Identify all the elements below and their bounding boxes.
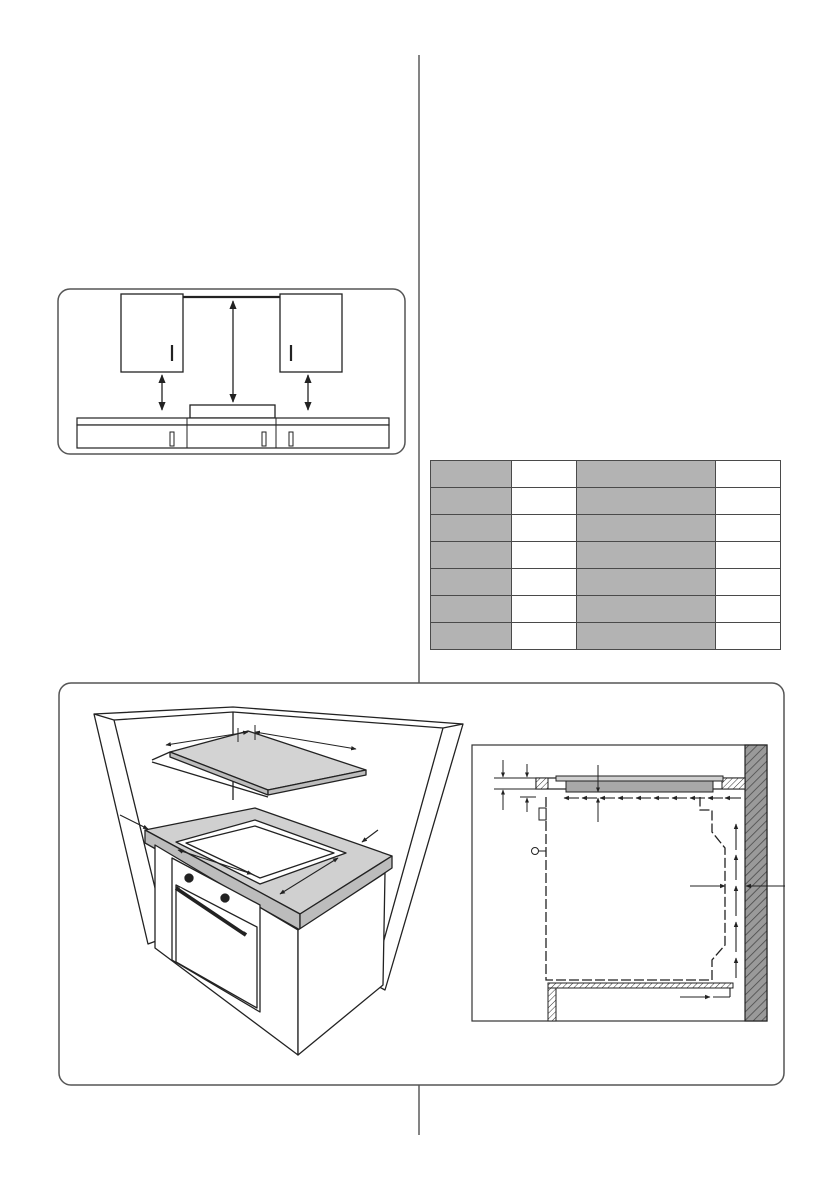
hob-body <box>566 781 713 792</box>
right-wall-cabinet <box>280 294 342 372</box>
hob <box>190 405 275 418</box>
left-wall-cabinet <box>121 294 183 372</box>
table-row <box>431 461 781 488</box>
table-cell <box>716 623 781 650</box>
table-cell <box>716 488 781 515</box>
table-cell <box>512 488 577 515</box>
table-cell <box>431 569 512 596</box>
table-cell <box>512 623 577 650</box>
countertop <box>77 418 389 425</box>
table-cell <box>716 542 781 569</box>
table-cell <box>577 488 716 515</box>
table-cell <box>577 569 716 596</box>
base-handle-1 <box>170 432 174 446</box>
dimension-table <box>430 460 781 650</box>
table-cell <box>512 542 577 569</box>
table-cell <box>577 461 716 488</box>
table-row <box>431 569 781 596</box>
ventilation-cross-section-diagram <box>472 745 785 1021</box>
table-cell <box>431 488 512 515</box>
base-handle-3 <box>289 432 293 446</box>
table-row <box>431 515 781 542</box>
table-cell <box>431 515 512 542</box>
wall-section <box>745 745 767 1021</box>
table-cell <box>716 515 781 542</box>
table-cell <box>577 515 716 542</box>
table-cell <box>512 515 577 542</box>
table-cell <box>577 542 716 569</box>
table-cell <box>716 596 781 623</box>
table-cell <box>577 623 716 650</box>
hob-glass <box>556 776 723 781</box>
table-cell <box>512 569 577 596</box>
table-row <box>431 623 781 650</box>
base-cabinets <box>77 425 389 448</box>
table-row <box>431 488 781 515</box>
corner-installation-diagram <box>94 707 463 1055</box>
table-cell <box>512 596 577 623</box>
table-cell <box>716 461 781 488</box>
table-cell <box>431 596 512 623</box>
bottom-shelf <box>548 983 733 988</box>
wall-cabinet-clearance-diagram <box>58 289 405 454</box>
table-row <box>431 542 781 569</box>
table-row <box>431 596 781 623</box>
table-cell <box>716 569 781 596</box>
table-cell <box>431 461 512 488</box>
base-handle-2 <box>262 432 266 446</box>
table-cell <box>431 542 512 569</box>
table-cell <box>512 461 577 488</box>
table-cell <box>431 623 512 650</box>
table-cell <box>577 596 716 623</box>
